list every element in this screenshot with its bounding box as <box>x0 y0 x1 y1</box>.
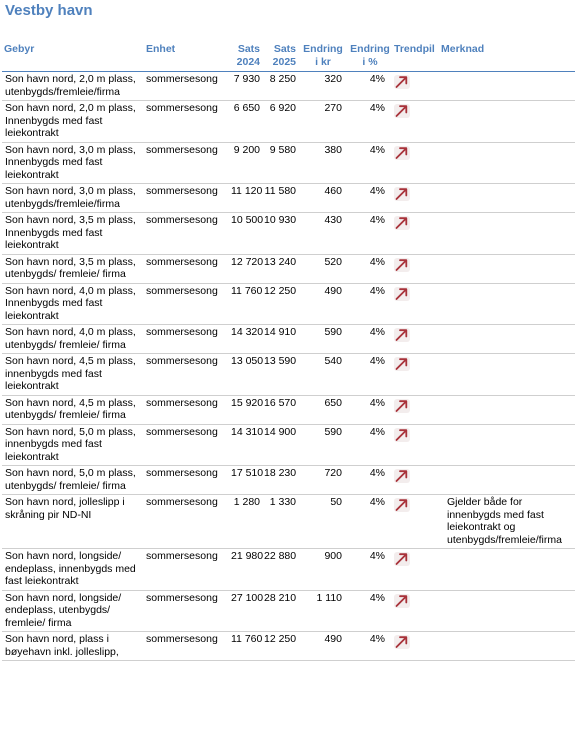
table-row <box>2 283 575 325</box>
cell-endring-pct: 4% <box>348 283 392 325</box>
cell-enhet: sommersesong <box>144 72 229 101</box>
cell-merknad: Gjelder både for innenbygds med fast leiekontrakt og utenbygds/fremleie/firma <box>439 495 575 549</box>
arrow-up-right-icon <box>394 216 410 230</box>
page-title: Vestby havn <box>5 2 93 19</box>
cell-sats-2024: 7 930 <box>229 72 262 101</box>
cell-merknad <box>439 254 575 283</box>
cell-enhet: sommersesong <box>144 142 229 184</box>
cell-gebyr: Son havn nord, 2,0 m plass, Innenbygds med fast leiekontrakt <box>2 101 144 143</box>
table-row <box>2 184 575 213</box>
cell-sats-2024: 6 650 <box>229 101 262 143</box>
cell-endring-kr: 430 <box>298 213 348 255</box>
cell-gebyr: Son havn nord, 4,5 m plass, innenbygds med fast leiekontrakt <box>2 354 144 396</box>
cell-endring-pct: 4% <box>348 495 392 549</box>
cell-endring-kr: 540 <box>298 354 348 396</box>
cell-enhet: sommersesong <box>144 632 229 661</box>
arrow-up-right-icon <box>394 552 410 566</box>
cell-endring-pct: 4% <box>348 101 392 143</box>
cell-trendpil <box>392 213 439 255</box>
cell-sats-2025: 16 570 <box>262 395 298 424</box>
cell-merknad <box>439 142 575 184</box>
cell-enhet: sommersesong <box>144 590 229 632</box>
header-sats-2024-line2: 2024 <box>236 56 260 68</box>
cell-trendpil <box>392 424 439 466</box>
cell-endring-pct: 4% <box>348 395 392 424</box>
header-sats-2025-line1: Sats <box>273 43 296 55</box>
cell-merknad <box>439 632 575 661</box>
header-endring-pct-line2: i % <box>362 56 378 68</box>
cell-endring-pct: 4% <box>348 254 392 283</box>
cell-gebyr: Son havn nord, 3,0 m plass, utenbygds/fremleie/firma <box>2 184 144 213</box>
cell-sats-2024: 11 760 <box>229 632 262 661</box>
cell-gebyr: Son havn nord, 5,0 m plass, innenbygds med fast leiekontrakt <box>2 424 144 466</box>
cell-sats-2024: 11 760 <box>229 283 262 325</box>
cell-trendpil <box>392 632 439 661</box>
arrow-up-right-icon <box>394 328 410 342</box>
cell-enhet: sommersesong <box>144 466 229 495</box>
table-row <box>2 424 575 466</box>
cell-merknad <box>439 213 575 255</box>
cell-trendpil <box>392 101 439 143</box>
cell-merknad <box>439 101 575 143</box>
arrow-up-right-icon <box>394 428 410 442</box>
cell-endring-kr: 900 <box>298 549 348 591</box>
cell-gebyr: Son havn nord, 3,5 m plass, utenbygds/ fremleie/ firma <box>2 254 144 283</box>
cell-sats-2025: 13 590 <box>262 354 298 396</box>
cell-enhet: sommersesong <box>144 395 229 424</box>
cell-merknad <box>439 283 575 325</box>
cell-endring-kr: 1 110 <box>298 590 348 632</box>
cell-merknad <box>439 72 575 101</box>
cell-sats-2024: 12 720 <box>229 254 262 283</box>
cell-endring-kr: 520 <box>298 254 348 283</box>
cell-sats-2024: 13 050 <box>229 354 262 396</box>
cell-gebyr: Son havn nord, 5,0 m plass, utenbygds/ fremleie/ firma <box>2 466 144 495</box>
cell-endring-kr: 270 <box>298 101 348 143</box>
table-row <box>2 213 575 255</box>
cell-merknad <box>439 466 575 495</box>
cell-trendpil <box>392 395 439 424</box>
cell-sats-2024: 14 320 <box>229 325 262 354</box>
arrow-up-right-icon <box>394 594 410 608</box>
cell-endring-kr: 490 <box>298 283 348 325</box>
cell-enhet: sommersesong <box>144 354 229 396</box>
cell-enhet: sommersesong <box>144 213 229 255</box>
table-header-row <box>2 41 575 72</box>
cell-merknad <box>439 325 575 354</box>
arrow-up-right-icon <box>394 635 410 649</box>
cell-gebyr: Son havn nord, 4,0 m plass, utenbygds/ fremleie/ firma <box>2 325 144 354</box>
cell-endring-kr: 50 <box>298 495 348 549</box>
cell-endring-kr: 380 <box>298 142 348 184</box>
table-row <box>2 590 575 632</box>
cell-endring-pct: 4% <box>348 325 392 354</box>
cell-endring-pct: 4% <box>348 424 392 466</box>
cell-sats-2025: 12 250 <box>262 632 298 661</box>
table-row <box>2 395 575 424</box>
cell-gebyr: Son havn nord, 4,0 m plass, Innenbygds med fast leiekontrakt <box>2 283 144 325</box>
cell-endring-kr: 590 <box>298 424 348 466</box>
cell-sats-2025: 28 210 <box>262 590 298 632</box>
cell-sats-2024: 1 280 <box>229 495 262 549</box>
cell-trendpil <box>392 283 439 325</box>
cell-enhet: sommersesong <box>144 325 229 354</box>
cell-endring-pct: 4% <box>348 354 392 396</box>
arrow-up-right-icon <box>394 469 410 483</box>
table-row <box>2 325 575 354</box>
table-row <box>2 466 575 495</box>
cell-sats-2025: 1 330 <box>262 495 298 549</box>
cell-gebyr: Son havn nord, 3,0 m plass, Innenbygds med fast leiekontrakt <box>2 142 144 184</box>
cell-endring-kr: 320 <box>298 72 348 101</box>
cell-merknad <box>439 549 575 591</box>
arrow-up-right-icon <box>394 104 410 118</box>
cell-sats-2025: 10 930 <box>262 213 298 255</box>
table-row <box>2 354 575 396</box>
arrow-up-right-icon <box>394 75 410 89</box>
cell-trendpil <box>392 354 439 396</box>
cell-trendpil <box>392 72 439 101</box>
fee-table <box>2 41 575 661</box>
cell-sats-2024: 9 200 <box>229 142 262 184</box>
cell-enhet: sommersesong <box>144 184 229 213</box>
cell-trendpil <box>392 184 439 213</box>
cell-endring-pct: 4% <box>348 72 392 101</box>
header-endring-pct-line1: Endring <box>350 43 390 55</box>
header-merknad: Merknad <box>439 41 575 72</box>
header-gebyr: Gebyr <box>2 41 144 72</box>
cell-merknad <box>439 424 575 466</box>
cell-gebyr: Son havn nord, longside/ endeplass, utenbygds/ fremleie/ firma <box>2 590 144 632</box>
cell-enhet: sommersesong <box>144 101 229 143</box>
cell-sats-2025: 14 910 <box>262 325 298 354</box>
cell-trendpil <box>392 254 439 283</box>
cell-sats-2024: 14 310 <box>229 424 262 466</box>
cell-endring-pct: 4% <box>348 142 392 184</box>
cell-gebyr: Son havn nord, plass i bøyehavn inkl. jolleslipp, <box>2 632 144 661</box>
arrow-up-right-icon <box>394 399 410 413</box>
cell-merknad <box>439 590 575 632</box>
header-sats-2024 <box>229 41 262 72</box>
cell-endring-pct: 4% <box>348 184 392 213</box>
cell-trendpil <box>392 495 439 549</box>
header-trendpil: Trendpil <box>392 41 439 72</box>
cell-sats-2025: 18 230 <box>262 466 298 495</box>
cell-sats-2024: 11 120 <box>229 184 262 213</box>
cell-sats-2025: 6 920 <box>262 101 298 143</box>
cell-merknad <box>439 354 575 396</box>
cell-sats-2024: 10 500 <box>229 213 262 255</box>
cell-endring-pct: 4% <box>348 549 392 591</box>
cell-sats-2025: 22 880 <box>262 549 298 591</box>
cell-enhet: sommersesong <box>144 283 229 325</box>
cell-enhet: sommersesong <box>144 495 229 549</box>
header-endring-kr-line1: Endring <box>303 43 343 55</box>
cell-gebyr: Son havn nord, 4,5 m plass, utenbygds/ fremleie/ firma <box>2 395 144 424</box>
cell-gebyr: Son havn nord, jolleslipp i skråning pir ND-NI <box>2 495 144 549</box>
cell-sats-2025: 11 580 <box>262 184 298 213</box>
table-row <box>2 495 575 549</box>
cell-endring-kr: 490 <box>298 632 348 661</box>
cell-endring-pct: 4% <box>348 632 392 661</box>
cell-gebyr: Son havn nord, 2,0 m plass, utenbygds/fremleie/firma <box>2 72 144 101</box>
cell-sats-2025: 14 900 <box>262 424 298 466</box>
arrow-up-right-icon <box>394 258 410 272</box>
cell-sats-2025: 13 240 <box>262 254 298 283</box>
header-sats-2025 <box>262 41 298 72</box>
cell-trendpil <box>392 325 439 354</box>
cell-sats-2024: 15 920 <box>229 395 262 424</box>
cell-endring-pct: 4% <box>348 590 392 632</box>
cell-gebyr: Son havn nord, 3,5 m plass, Innenbygds med fast leiekontrakt <box>2 213 144 255</box>
cell-endring-kr: 460 <box>298 184 348 213</box>
cell-sats-2025: 9 580 <box>262 142 298 184</box>
arrow-up-right-icon <box>394 357 410 371</box>
table-row <box>2 254 575 283</box>
cell-trendpil <box>392 466 439 495</box>
cell-sats-2025: 8 250 <box>262 72 298 101</box>
cell-enhet: sommersesong <box>144 424 229 466</box>
table-row <box>2 101 575 143</box>
arrow-up-right-icon <box>394 187 410 201</box>
arrow-up-right-icon <box>394 498 410 512</box>
cell-trendpil <box>392 142 439 184</box>
cell-enhet: sommersesong <box>144 549 229 591</box>
cell-merknad <box>439 184 575 213</box>
header-endring-pct <box>348 41 392 72</box>
table-row <box>2 72 575 101</box>
cell-endring-kr: 590 <box>298 325 348 354</box>
cell-endring-pct: 4% <box>348 213 392 255</box>
cell-endring-kr: 650 <box>298 395 348 424</box>
header-enhet: Enhet <box>144 41 229 72</box>
cell-endring-kr: 720 <box>298 466 348 495</box>
header-endring-kr <box>298 41 348 72</box>
fee-table-body <box>2 72 575 661</box>
cell-sats-2025: 12 250 <box>262 283 298 325</box>
cell-sats-2024: 21 980 <box>229 549 262 591</box>
cell-trendpil <box>392 590 439 632</box>
cell-merknad <box>439 395 575 424</box>
cell-sats-2024: 27 100 <box>229 590 262 632</box>
header-sats-2024-line1: Sats <box>237 43 260 55</box>
cell-endring-pct: 4% <box>348 466 392 495</box>
arrow-up-right-icon <box>394 287 410 301</box>
cell-sats-2024: 17 510 <box>229 466 262 495</box>
table-row <box>2 549 575 591</box>
cell-trendpil <box>392 549 439 591</box>
header-sats-2025-line2: 2025 <box>272 56 296 68</box>
arrow-up-right-icon <box>394 146 410 160</box>
cell-enhet: sommersesong <box>144 254 229 283</box>
cell-gebyr: Son havn nord, longside/ endeplass, innenbygds med fast leiekontrakt <box>2 549 144 591</box>
table-row <box>2 632 575 661</box>
table-row <box>2 142 575 184</box>
header-endring-kr-line2: i kr <box>315 56 331 68</box>
